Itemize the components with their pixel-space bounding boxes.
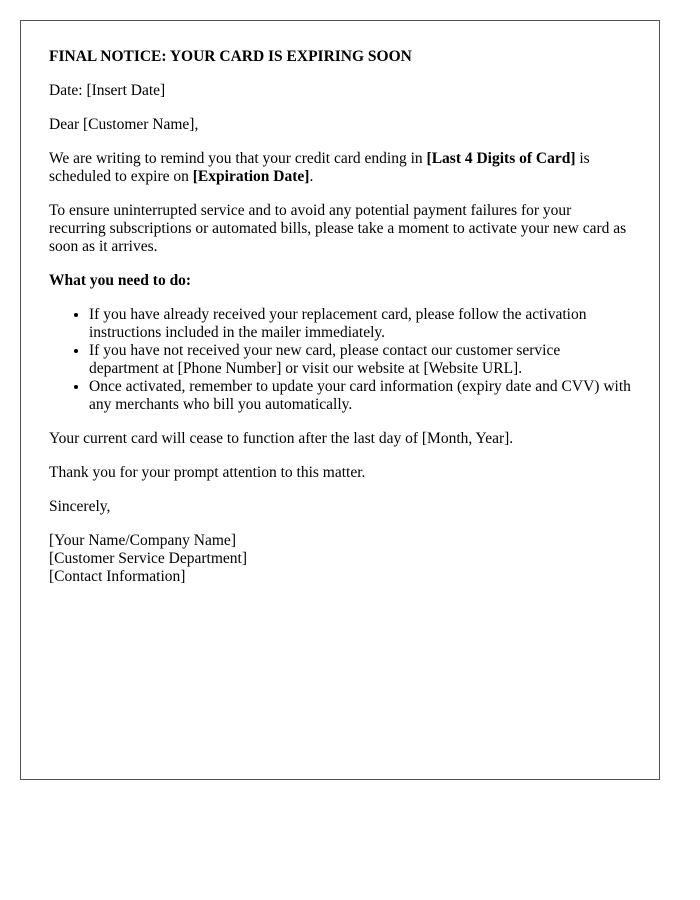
closing: Sincerely,	[49, 498, 111, 515]
todo-item-update-merchants: • Once activated, remember to update your card information (expiry date and CVV) with any merchants who bill you automatically.	[89, 378, 631, 414]
signature-name: [Your Name/Company Name]	[49, 532, 236, 549]
todo-item-received: • If you have already received your replacement card, please follow the activation instructions included in the mailer immediately.	[89, 306, 631, 342]
service-paragraph: To ensure uninterrupted service and to avoid any potential payment failures for your recurring subscriptions or automated bills, please take a moment to activate your new card as soon as it arrives.	[49, 202, 627, 255]
signature-department: [Customer Service Department]	[49, 550, 247, 567]
intro-text-3: .	[309, 168, 314, 185]
intro-paragraph	[49, 150, 631, 186]
salutation: Dear [Customer Name],	[49, 116, 199, 133]
todo-heading: What you need to do:	[49, 272, 192, 289]
card-digits-placeholder: [Last 4 Digits of Card]	[426, 150, 576, 167]
letter-title: FINAL NOTICE: YOUR CARD IS EXPIRING SOON	[49, 48, 412, 65]
letter-container	[20, 20, 660, 780]
expiration-date-placeholder: [Expiration Date]	[192, 168, 310, 185]
thanks-line: Thank you for your prompt attention to this matter.	[49, 464, 366, 481]
todo-item-not-received: • If you have not received your new card, please contact our customer service department at [Phone Number] or visit our website at [Website URL].	[89, 342, 631, 378]
cease-notice: Your current card will cease to function after the last day of [Month, Year].	[49, 430, 514, 447]
intro-text-2: is scheduled to expire on	[49, 150, 590, 185]
signature-contact: [Contact Information]	[49, 568, 186, 585]
signature-block	[49, 532, 631, 586]
todo-list	[49, 306, 631, 414]
date-line: Date: [Insert Date]	[49, 82, 166, 99]
intro-text-1: We are writing to remind you that your credit card ending in	[49, 150, 427, 167]
